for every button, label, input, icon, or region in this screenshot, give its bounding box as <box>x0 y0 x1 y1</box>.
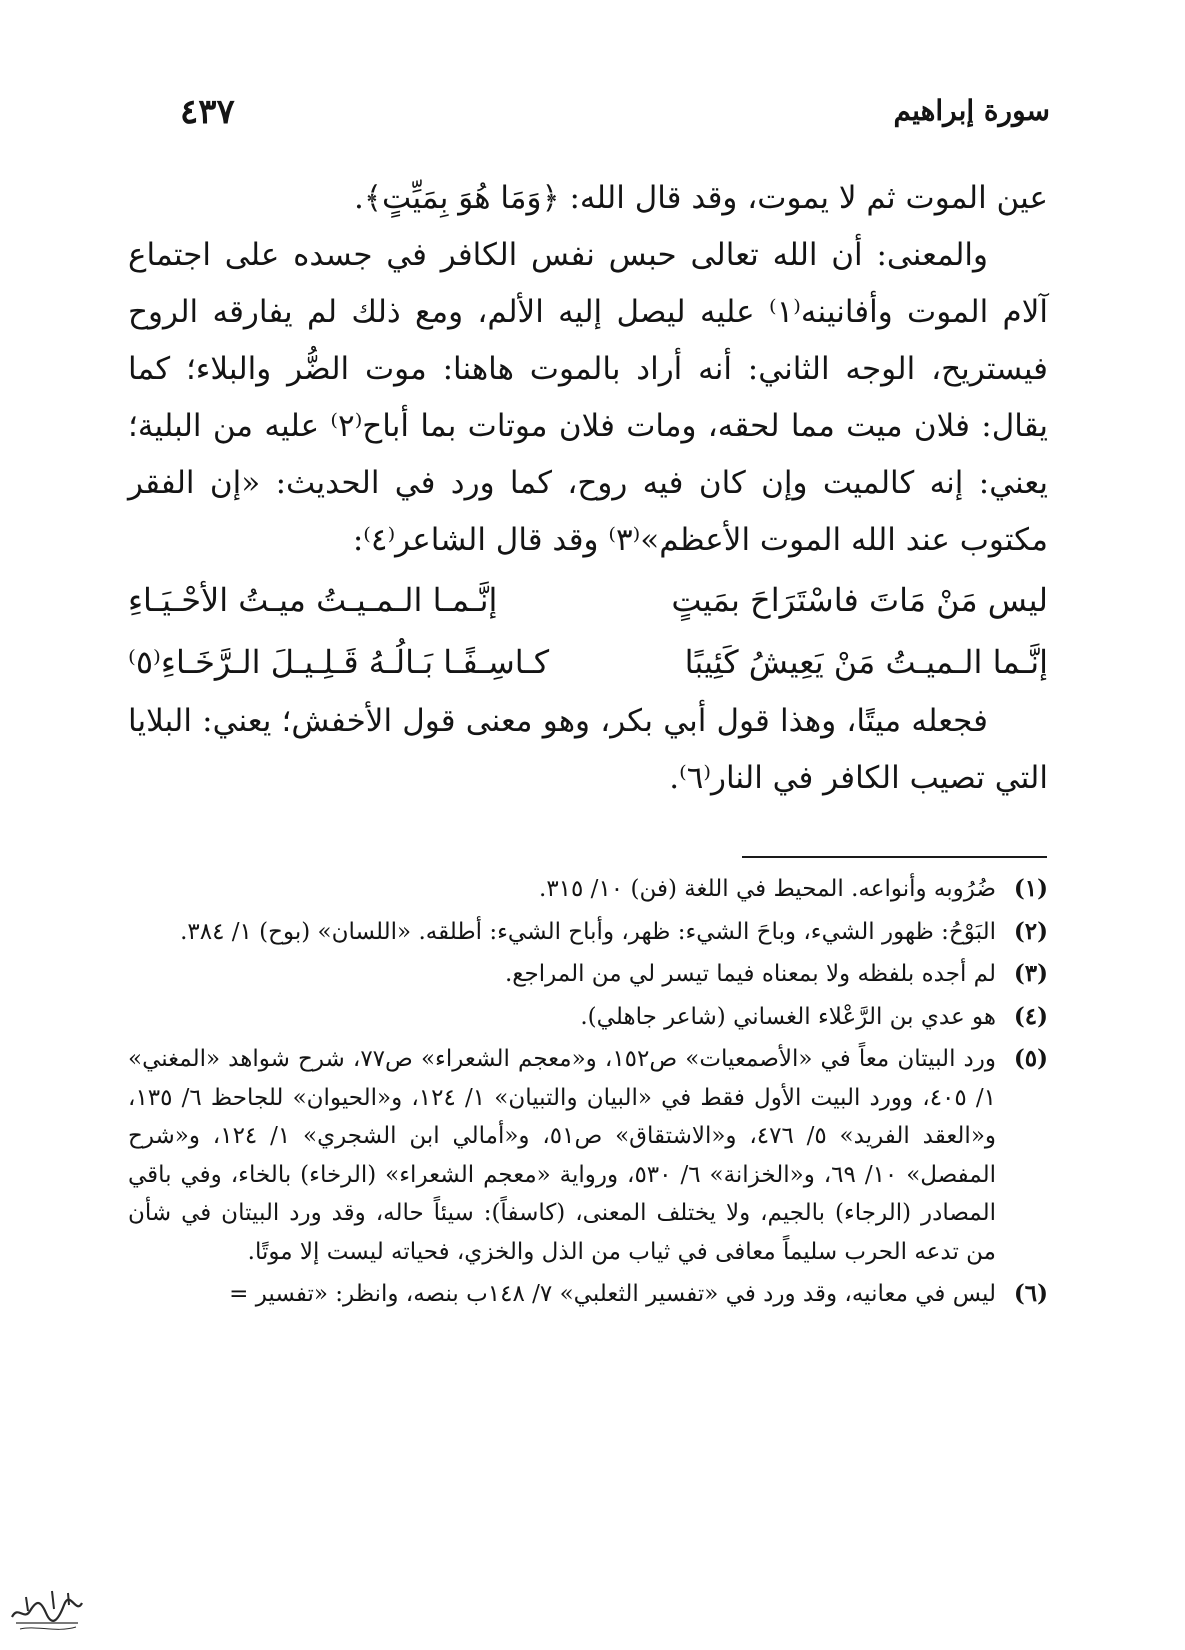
footnote-text: ضُرُوبه وأنواعه. المحيط في اللغة (فن) ١٠/ ٣١٥. <box>539 876 996 902</box>
paragraph-2: والمعنى: أن الله تعالى حبس نفس الكافر في جسده على اجتماع آلام الموت وأفانينه⁽١⁾ عليه ليصل إليه الألم، ومع ذلك لم يفارقه الروح فيستريح، الوجه الثاني: أنه أراد بالموت هاهنا: موت الضُّر والبلاء؛ كما يقال: فلان ميت مما لحقه، ومات فلان موتات بما أباح⁽٢⁾ عليه من البلية؛ يعني: إنه كالميت وإن كان فيه روح، كما ورد في الحديث: «إن الفقر مكتوب عند الله الموت الأعظم»⁽٣⁾ وقد قال الشاعر⁽٤⁾: <box>128 237 1049 558</box>
running-title: سورة إبراهيم <box>893 94 1050 127</box>
poem-verse-2 <box>128 631 1048 693</box>
footnote-number: (٦) <box>1013 1280 1048 1307</box>
paragraph-3: فجعله ميتًا، وهذا قول أبي بكر، وهو معنى قول الأخفش؛ يعني: البلايا التي تصيب الكافر في النار⁽٦⁾. <box>128 703 1048 796</box>
verse-2-first-hemistich: إنَّـما الـميـتُ مَنْ يَعِيشُ كَئِيبًا <box>684 643 1048 681</box>
footnote-text: البَوْحُ: ظهور الشيء، وباحَ الشيء: ظهر، وأباح الشيء: أطلقه. «اللسان» (بوح) ١/ ٣٨٤. <box>180 918 996 945</box>
verse-1-second-hemistich: إنَّـمـا الـمـيـتُ ميـتُ الأحْـيَـاءِ <box>128 581 498 619</box>
footnote-number: (١) <box>1013 875 1048 902</box>
footnote-1 <box>128 870 1048 909</box>
paragraph-1: عين الموت ثم لا يموت، وقد قال الله: ﴿وَمَا هُوَ بِمَيِّتٍ﴾. <box>353 180 1048 216</box>
page-header <box>180 92 1050 142</box>
main-text <box>128 170 1048 807</box>
footnote-6 <box>128 1275 1048 1314</box>
page-number: ٤٣٧ <box>180 92 235 132</box>
verse-1-first-hemistich: ليس مَنْ مَاتَ فاسْتَرَاحَ بمَيتٍ <box>671 581 1048 619</box>
footnote-separator <box>742 856 1047 858</box>
footnote-text: ورد البيتان معاً في «الأصمعيات» ص١٥٢، و«معجم الشعراء» ص٧٧، شرح شواهد «المغني» ١/ ٤٠٥، وورد البيت الأول فقط في «البيان والتبيان» ١/ ١٢٤، و«الحيوان» للجاحظ ٦/ ١٣٥، و«العقد الفريد» ٥/ ٤٧٦، و«الاشتقاق» ص٥١، و«أمالي ابن الشجري» ١/ ١٢٤، و«شرح المفصل» ١٠/ ٦٩، و«الخزانة» ٦/ ٥٣٠، ورواية «معجم الشعراء» (الرخاء) بالخاء، وفي باقي المصادر (الرجاء) بالجيم، ولا يختلف المعنى، (كاسفاً): سيئاً حاله، وقد ورد البيتان في شأن من تدعه الحرب سليماً معافى في ثياب من الذل والخزي، فحياته ليست إلا موتًا. <box>128 1046 997 1265</box>
footnote-5 <box>128 1040 1048 1271</box>
footnote-text: هو عدي بن الرَّعْلاء الغساني (شاعر جاهلي). <box>580 1003 996 1030</box>
footnote-text: ليس في معانيه، وقد ورد في «تفسير الثعلبي» ٧/ ١٤٨ب بنصه، وانظر: «تفسير = <box>229 1281 996 1307</box>
footnote-number: (٣) <box>1013 960 1048 987</box>
poem-verse-1 <box>128 569 1048 631</box>
verse-2-second-hemistich: كـاسِـفًـا بَـالُـهُ قَـلِـيـلَ الـرَّخَـاءِ⁽٥⁾ <box>128 643 550 681</box>
footnote-text: لم أجده بلفظه ولا بمعناه فيما تيسر لي من المراجع. <box>504 961 996 987</box>
footnote-number: (٤) <box>1013 1002 1048 1030</box>
footnote-number: (٥) <box>1013 1045 1048 1072</box>
footnote-2 <box>128 913 1048 952</box>
watermark-logo <box>6 1575 86 1635</box>
footnote-4 <box>128 998 1048 1037</box>
footnote-number: (٢) <box>1013 917 1048 945</box>
footnotes <box>128 870 1048 1318</box>
footnote-3 <box>128 955 1048 994</box>
